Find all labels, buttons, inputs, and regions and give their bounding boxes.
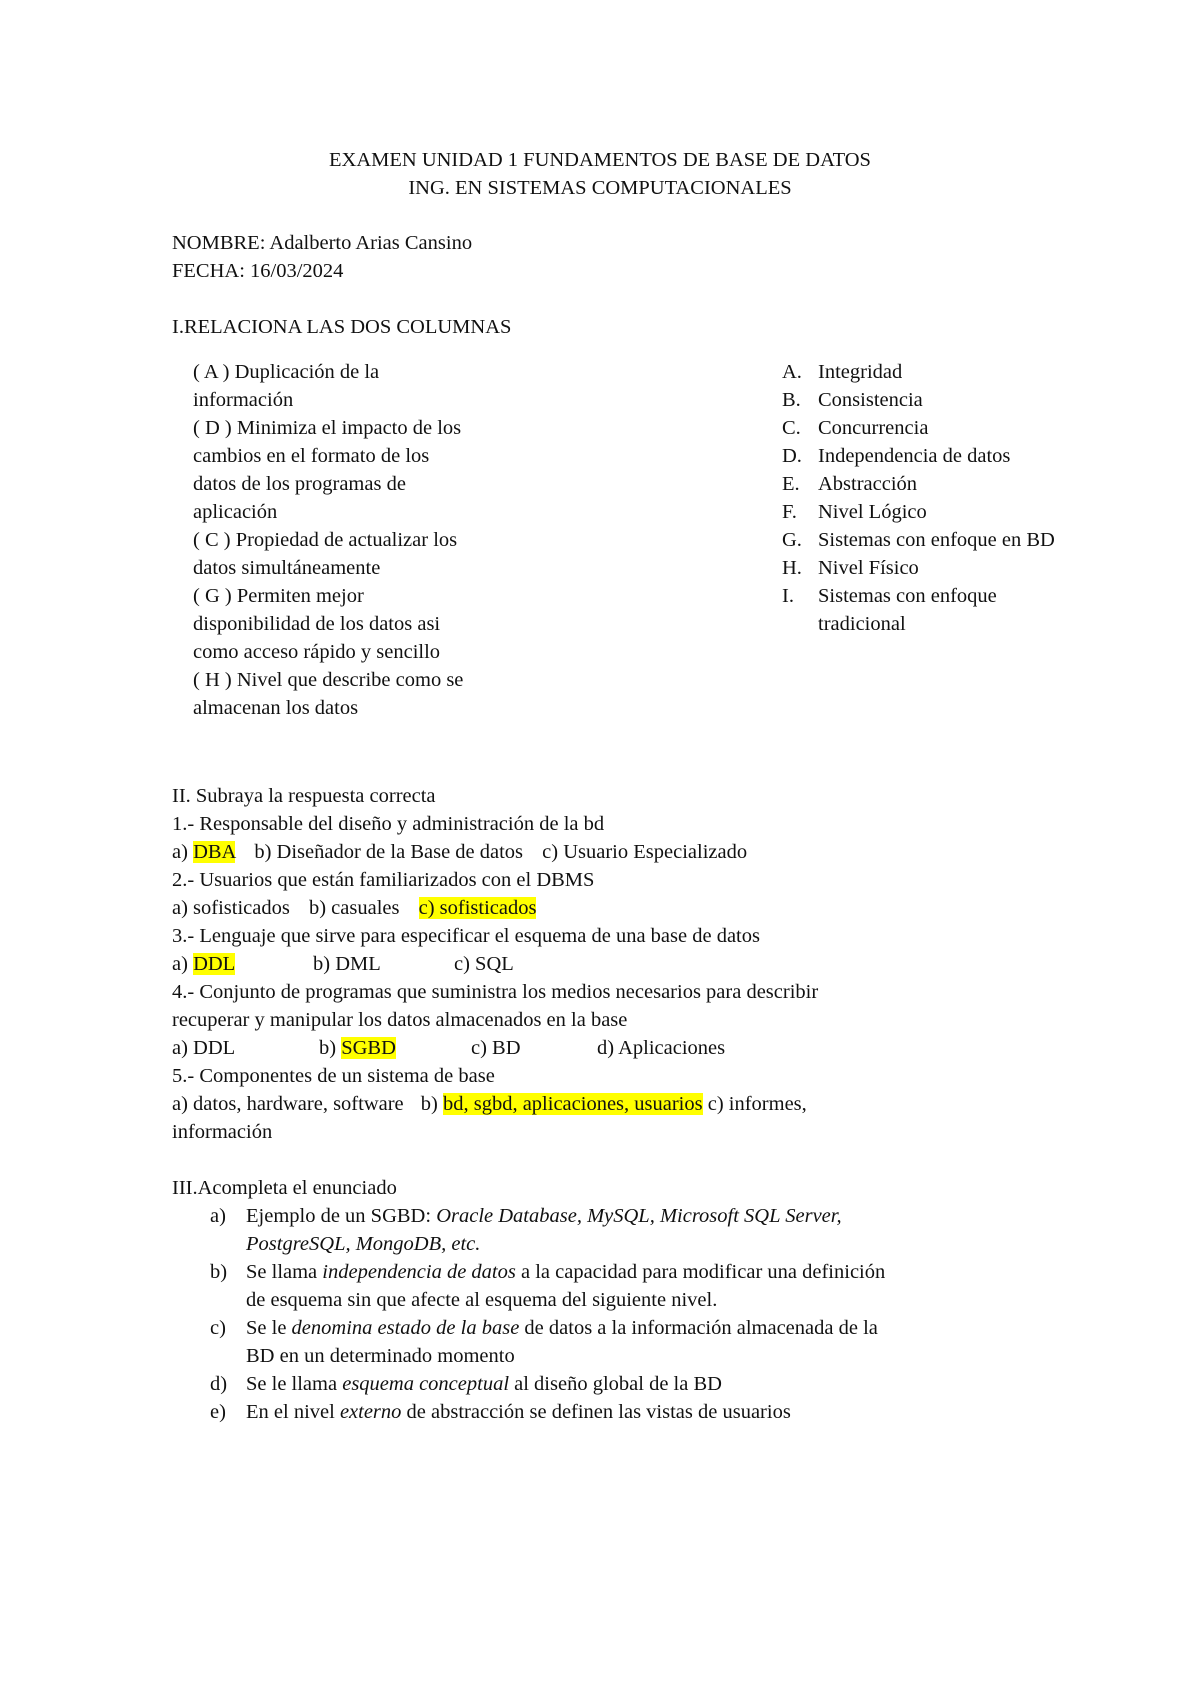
item-a-answer-cont: PostgreSQL, MongoDB, etc. bbox=[246, 1233, 481, 1255]
left-line: disponibilidad de los datos asi bbox=[193, 613, 441, 635]
item-d-answer: esquema conceptual bbox=[342, 1373, 510, 1395]
section1-options-list bbox=[782, 358, 1182, 638]
item-e-answer: externo bbox=[339, 1401, 402, 1423]
item-c-post: de datos a la información almacenada de la bbox=[519, 1317, 878, 1339]
left-line: ( H ) Nivel que describe como se bbox=[193, 669, 464, 691]
item-label: d) bbox=[210, 1373, 228, 1395]
q4-b-prefix: b) bbox=[319, 1037, 342, 1059]
option-text: Sistemas con enfoque en BD bbox=[818, 529, 1055, 551]
left-line: datos de los programas de bbox=[193, 473, 406, 495]
q4-option-c: c) BD bbox=[471, 1037, 521, 1059]
option-text: Nivel Lógico bbox=[818, 501, 927, 523]
option-text: tradicional bbox=[818, 613, 906, 635]
option-text: Integridad bbox=[818, 361, 903, 383]
q5-b-prefix: b) bbox=[420, 1093, 443, 1115]
q4-question-line1: 4.- Conjunto de programas que suministra los medios necesarios para describir bbox=[172, 981, 819, 1003]
q5-option-c: c) informes, bbox=[702, 1093, 807, 1115]
item-b-answer: independencia de datos bbox=[322, 1261, 516, 1283]
q5-answers bbox=[172, 1090, 807, 1118]
item-label: c) bbox=[210, 1317, 226, 1339]
section3-item-a bbox=[210, 1202, 1110, 1258]
q1-a-prefix: a) bbox=[172, 841, 194, 863]
option-letter: H. bbox=[782, 557, 802, 579]
option-item bbox=[782, 526, 1182, 554]
item-d-pre: Se le llama bbox=[246, 1373, 343, 1395]
option-item bbox=[782, 414, 1182, 442]
option-letter: C. bbox=[782, 417, 801, 439]
q1-option-b: b) Diseñador de la Base de datos bbox=[254, 841, 524, 863]
option-letter: G. bbox=[782, 529, 802, 551]
q5-correct-answer: bd, sgbd, aplicaciones, usuarios bbox=[442, 1093, 703, 1115]
left-line: aplicación bbox=[193, 501, 278, 523]
q5-option-c-cont: información bbox=[172, 1121, 273, 1143]
item-c-line2: BD en un determinado momento bbox=[246, 1345, 515, 1367]
item-b-pre: Se llama bbox=[246, 1261, 323, 1283]
q1-option-c: c) Usuario Especializado bbox=[542, 841, 748, 863]
option-text: Concurrencia bbox=[818, 417, 929, 439]
left-line: ( C ) Propiedad de actualizar los bbox=[193, 529, 458, 551]
item-c-answer: denomina estado de la base bbox=[291, 1317, 520, 1339]
q4-option-d: d) Aplicaciones bbox=[597, 1037, 726, 1059]
option-text: Consistencia bbox=[818, 389, 923, 411]
left-line: datos simultáneamente bbox=[193, 557, 381, 579]
item-label: a) bbox=[210, 1205, 226, 1227]
left-line: cambios en el formato de los bbox=[193, 445, 430, 467]
item-e-post: de abstracción se definen las vistas de usuarios bbox=[401, 1401, 791, 1423]
q4-question-line2: recuperar y manipular los datos almacenados en la base bbox=[172, 1009, 628, 1031]
section3-item-b bbox=[210, 1258, 1110, 1314]
option-text: Abstracción bbox=[818, 473, 918, 495]
option-item bbox=[782, 386, 1182, 414]
q1-question: 1.- Responsable del diseño y administración de la bd bbox=[172, 813, 605, 835]
left-line: ( G ) Permiten mejor bbox=[193, 585, 364, 607]
option-item bbox=[782, 470, 1182, 498]
left-line: como acceso rápido y sencillo bbox=[193, 641, 441, 663]
option-letter: E. bbox=[782, 473, 800, 495]
section1-heading: I.RELACIONA LAS DOS COLUMNAS bbox=[172, 316, 512, 338]
section3-item-c bbox=[210, 1314, 1110, 1370]
option-item bbox=[782, 358, 1182, 386]
option-text: Sistemas con enfoque bbox=[818, 585, 997, 607]
item-e-pre: En el nivel bbox=[246, 1401, 340, 1423]
item-a-answer: Oracle Database, MySQL, Microsoft SQL Server, bbox=[436, 1205, 842, 1227]
q3-a-prefix: a) bbox=[172, 953, 194, 975]
item-label: b) bbox=[210, 1261, 228, 1283]
option-letter: F. bbox=[782, 501, 797, 523]
q3-answers bbox=[172, 950, 235, 978]
q3-option-b: b) DML bbox=[313, 953, 381, 975]
option-item bbox=[782, 498, 1182, 526]
q3-option-c: c) SQL bbox=[454, 953, 514, 975]
q1-answers bbox=[172, 838, 747, 866]
option-letter: D. bbox=[782, 445, 802, 467]
q4-correct-answer: SGBD bbox=[341, 1037, 396, 1059]
q4-answer-b bbox=[319, 1034, 396, 1062]
option-letter: A. bbox=[782, 361, 802, 383]
option-item bbox=[782, 554, 1182, 582]
q3-correct-answer: DDL bbox=[193, 953, 236, 975]
section1-left-column bbox=[193, 358, 553, 722]
option-item bbox=[782, 442, 1182, 470]
left-line: ( A ) Duplicación de la bbox=[193, 361, 380, 383]
q5-question: 5.- Componentes de un sistema de base bbox=[172, 1065, 495, 1087]
q2-correct-answer: c) sofisticados bbox=[418, 897, 537, 919]
option-item bbox=[782, 582, 1182, 610]
student-name: NOMBRE: Adalberto Arias Cansino bbox=[172, 232, 473, 254]
left-line: almacenan los datos bbox=[193, 697, 359, 719]
option-letter: B. bbox=[782, 389, 801, 411]
option-letter bbox=[782, 610, 818, 638]
left-line: información bbox=[193, 389, 294, 411]
q2-answers bbox=[172, 894, 536, 922]
q2-option-b: b) casuales bbox=[308, 897, 400, 919]
item-d-post: al diseño global de la BD bbox=[509, 1373, 722, 1395]
item-b-post: a la capacidad para modificar una definición bbox=[515, 1261, 886, 1283]
q4-option-a: a) DDL bbox=[172, 1037, 236, 1059]
option-text: Nivel Físico bbox=[818, 557, 919, 579]
section3-list bbox=[210, 1202, 1110, 1426]
exam-date: FECHA: 16/03/2024 bbox=[172, 260, 344, 282]
q1-correct-answer: DBA bbox=[193, 841, 236, 863]
section3-item-e bbox=[210, 1398, 1110, 1426]
section3-item-d bbox=[210, 1370, 1110, 1398]
option-letter: I. bbox=[782, 585, 794, 607]
q3-question: 3.- Lenguaje que sirve para especificar el esquema de una base de datos bbox=[172, 925, 760, 947]
q5-option-a: a) datos, hardware, software bbox=[172, 1093, 404, 1115]
item-b-line2: de esquema sin que afecte al esquema del siguiente nivel. bbox=[246, 1289, 718, 1311]
option-text: Independencia de datos bbox=[818, 445, 1011, 467]
exam-subtitle: ING. EN SISTEMAS COMPUTACIONALES bbox=[408, 177, 792, 199]
q2-question: 2.- Usuarios que están familiarizados con el DBMS bbox=[172, 869, 595, 891]
q2-option-a: a) sofisticados bbox=[172, 897, 290, 919]
item-label: e) bbox=[210, 1401, 226, 1423]
option-item bbox=[782, 610, 1182, 638]
left-line: ( D ) Minimiza el impacto de los bbox=[193, 417, 462, 439]
section2-heading: II. Subraya la respuesta correcta bbox=[172, 785, 436, 807]
exam-title: EXAMEN UNIDAD 1 FUNDAMENTOS DE BASE DE DATOS bbox=[329, 149, 871, 171]
section3-heading: III.Acompleta el enunciado bbox=[172, 1177, 397, 1199]
item-a-prefix: Ejemplo de un SGBD: bbox=[246, 1205, 437, 1227]
item-c-pre: Se le bbox=[246, 1317, 292, 1339]
